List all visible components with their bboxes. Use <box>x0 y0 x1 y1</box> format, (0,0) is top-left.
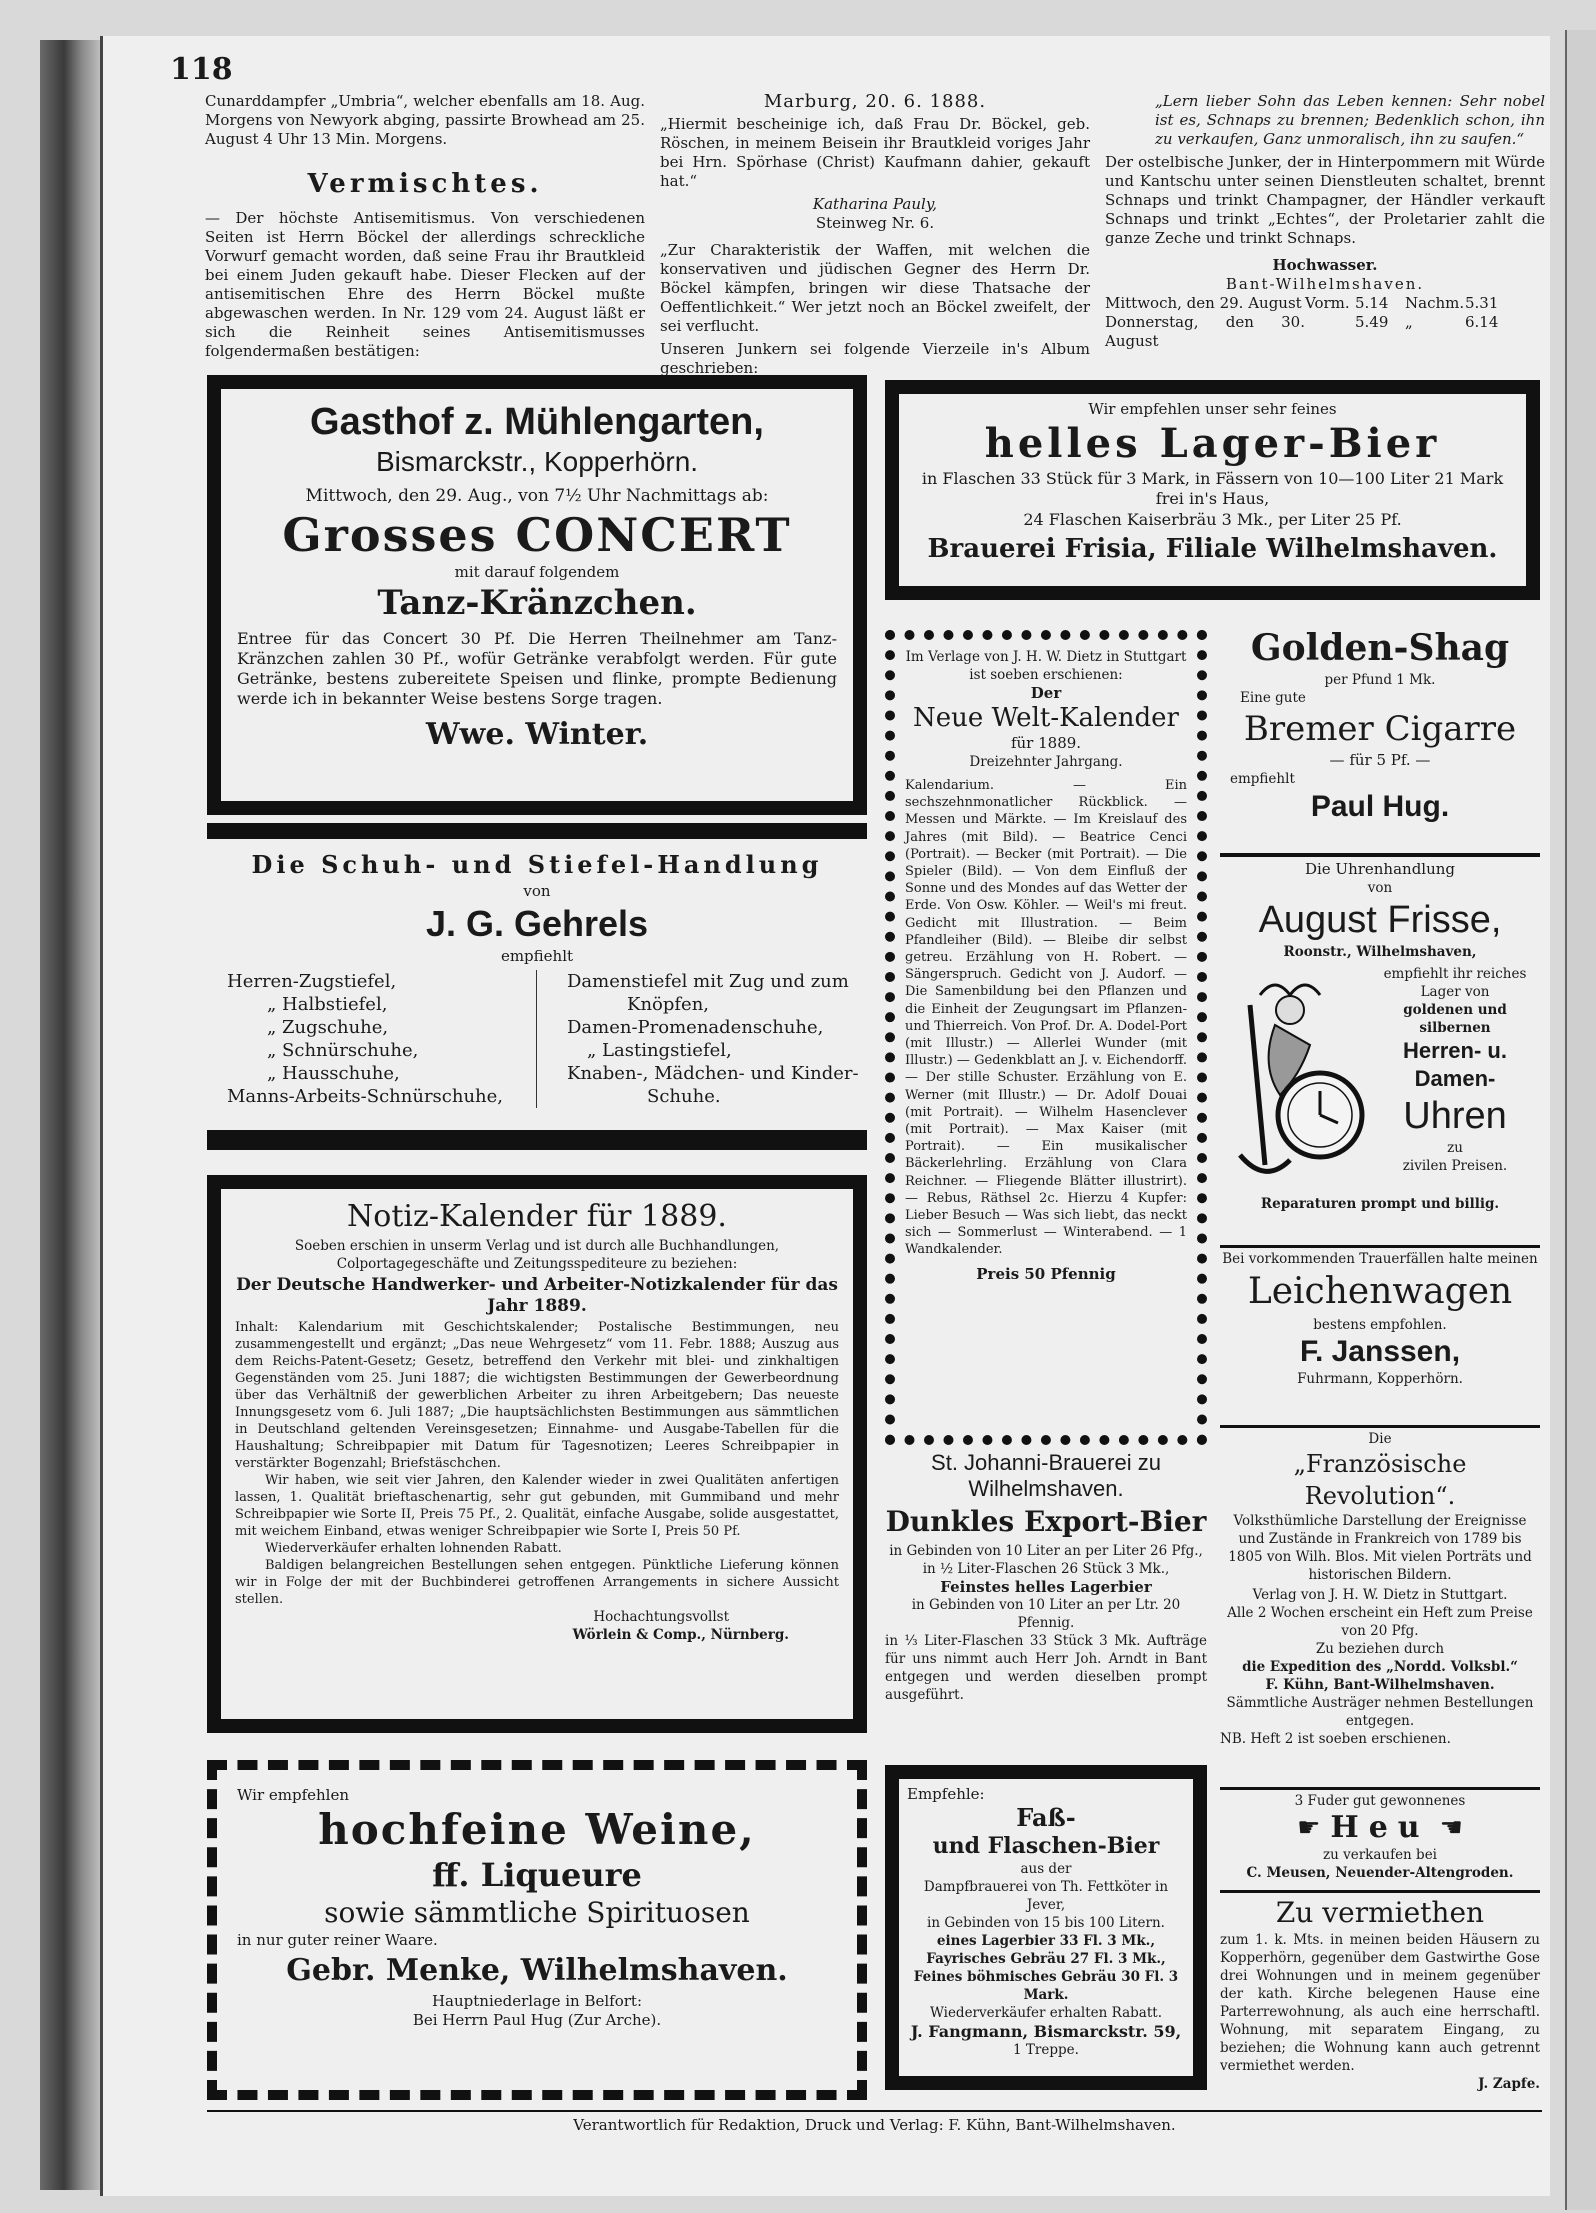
fangmann-h2: und Flaschen-Bier <box>932 1833 1160 1859</box>
kalender-intro: Im Verlage von J. H. W. Dietz in Stuttgart ist soeben erschienen: <box>905 649 1187 683</box>
uhren-name: August Frisse, <box>1258 899 1502 941</box>
heu-lead: 3 Fuder gut gewonnenes <box>1294 1793 1466 1809</box>
article-body-2: „Zur Charakteristik der Waffen, mit welchen die konservativen und jüdischen Gegner des Herrn Dr. Böckel kämpfen, bringen wir diese Thatsache der Oeffentlichkeit.“ Wer jetzt noch an Böckel zweifelt, der sei verflucht. <box>660 241 1090 335</box>
separator-rule <box>1220 853 1540 857</box>
list-item: „ Hausschuhe, <box>267 1063 400 1084</box>
lager-body-2: 24 Flaschen Kaiserbräu 3 Mk., per Liter 25 Pf. <box>1023 510 1402 529</box>
list-item: Schuhe. <box>647 1086 721 1107</box>
notiz-sign: Wörlein & Comp., Nürnberg. <box>572 1627 789 1643</box>
schuh-name: J. G. Gehrels <box>425 903 649 944</box>
article-col-2 <box>660 92 1090 378</box>
kalender-jahrgang: Dreizehnter Jahrgang. <box>969 754 1123 770</box>
gasthof-sign: Wwe. Winter. <box>425 717 649 752</box>
cigar-headline: Bremer Cigarre <box>1243 709 1517 749</box>
lager-headline: helles Lager-Bier <box>984 420 1441 467</box>
weine-spirituosen: sowie sämmtliche Spirituosen <box>324 1896 750 1929</box>
ad-shag <box>1220 625 1540 826</box>
article-body: — Der höchste Antisemitismus. Von verschiedenen Seiten ist Herrn Böckel der allerdings schreckliche Vorwurf gemacht worden, daß seine Frau ihr Brautkleid bei einem Juden gekauft habe. Dieser Flecken auf der antisemitischen Ehre des Herrn Böckel mußte abgewaschen werden. In Nr. 129 vom 24. August läßt er sich die Reinheit seines Antisemitismusses folgendermaßen bestätigen: <box>205 209 645 360</box>
vermiethen-sign: J. Zapfe. <box>1478 2076 1540 2092</box>
johanni-bold: Feinstes helles Lagerbier <box>940 1578 1152 1596</box>
letter-signature: Katharina Pauly, <box>812 195 938 213</box>
kalender-year: für 1889. <box>1010 734 1082 752</box>
uhren-addr: Roonstr., Wilhelmshaven, <box>1283 944 1477 960</box>
uhren-h1: Herren- u. <box>1403 1038 1507 1063</box>
article-outro: Unseren Junkern sei folgende Vierzeile in's Album geschrieben: <box>660 340 1090 377</box>
revolution-body-2: Alle 2 Wochen erscheint ein Heft zum Preise von 20 Pfg. <box>1227 1605 1533 1639</box>
imprint-footer: Verantwortlich für Redaktion, Druck und Verlag: F. Kühn, Bant-Wilhelmshaven. <box>573 2116 1176 2134</box>
uhren-gold: goldenen und silbernen <box>1403 1002 1507 1036</box>
tide-place: Bant-Wilhelmshaven. <box>1225 275 1425 293</box>
tide-heading: Hochwasser. <box>1272 256 1378 274</box>
leichen-lead: Bei vorkommenden Trauerfällen halte meinen <box>1222 1251 1538 1267</box>
notiz-body-1: Inhalt: Kalendarium mit Geschichtskalender; Postalische Bestimmungen, neu zusammengestellt und ergänzt; „Das neue Wehrgesetz“ vom 11. Febr. 1888; Auszug aus dem Reichs-Patent-Gesetz; Gesetz, betreffend den Verkehr mit blei- und zinkhaltigen Gegenständen vom 25. Juni 1887; die wichtigsten Bestimmungen der Gewerbeordnung über das Verhältniß der gewerblichen Arbeiter zu ihren Arbeitgebern; Das neueste Innungsgesetz vom 6. Juli 1887; „Die hauptsächlichsten Bestimmungen aus sämmtlichen in Deutschland geltenden Vereinsgesetzen; Einnahme- und Ausgabe-Tabellen für die Haushaltung; Schreibpapier mit Datum für Tagesnotizen; Leeres Schreibpapier in verstärkter Bogenzahl; Briefstäschchen. <box>235 1320 839 1471</box>
weine-sign: Gebr. Menke, Wilhelmshaven. <box>286 1953 788 1988</box>
schuh-von: von <box>523 882 551 900</box>
johanni-body-1: in Gebinden von 10 Liter an per Liter 26 Pfg., in ½ Liter-Flaschen 26 Stück 3 Mk., <box>889 1543 1203 1577</box>
heu-sign: C. Meusen, Neuender-Altengroden. <box>1246 1865 1514 1881</box>
shag-empf: empfiehlt <box>1230 771 1295 787</box>
shag-sign: Paul Hug. <box>1310 790 1450 823</box>
fangmann-floor: 1 Treppe. <box>1013 2042 1079 2058</box>
article-body-3: Der ostelbische Junker, der in Hinterpommern mit Würde und Kantschu unter seinen Dienstleuten schaltet, brennt Schnaps und trinkt Champagner, der Händler verkauft Schnaps und trinkt „Echtes“, der Proletarier zahlt die ganze Zeche und trinkt Schnaps. <box>1105 153 1545 247</box>
page-number: 118 <box>170 52 233 87</box>
weine-quality: in nur guter reiner Waare. <box>237 1931 438 1949</box>
ad-schuh <box>207 848 867 1118</box>
revolution-body: Volksthümliche Darstellung der Ereignisse und Zustände in Frankreich von 1789 bis 1805 von Wilh. Blos. Mit vielen Porträts und historischen Bildern. <box>1228 1513 1532 1583</box>
separator-rule <box>207 1130 867 1150</box>
fangmann-brewery: Dampfbrauerei von Th. Fettköter in Jever, <box>923 1879 1169 1913</box>
kalender-der: Der <box>1030 684 1062 702</box>
shag-per: per Pfund 1 Mk. <box>1324 672 1436 688</box>
fangmann-line: Wiederverkäufer erhalten Rabatt. <box>929 2005 1162 2021</box>
uhren-lead: Die Uhrenhandlung <box>1304 860 1456 878</box>
revolution-nb: NB. Heft 2 ist soeben erschienen. <box>1220 1731 1451 1747</box>
weine-headline: hochfeine Weine, <box>318 1805 756 1854</box>
dateline: Marburg, 20. 6. 1888. <box>763 91 987 112</box>
leichen-job: Fuhrmann, Kopperhörn. <box>1297 1371 1463 1387</box>
ad-notiz-kalender <box>207 1175 867 1733</box>
gasthof-body: Entree für das Concert 30 Pf. Die Herren Theilnehmer am Tanz-Kränzchen zahlen 30 Pf., wofür Getränke verabfolgt werden. Für gute Getränke, bestens zubereitete Speisen und flinke, prompte Bedienung werde ich in bekannter Weise bestens Sorge tragen. <box>237 629 837 708</box>
johanni-body-2: in Gebinden von 10 Liter an per Ltr. 20 Pfennig. <box>911 1597 1181 1631</box>
list-item: Damen-Promenadenschuhe, <box>567 1017 824 1038</box>
fangmann-line: Fayrisches Gebräu 27 Fl. 3 Mk., <box>926 1951 1166 1967</box>
vermiethen-headline: Zu vermiethen <box>1275 1896 1485 1929</box>
ad-johanni-brauerei <box>885 1450 1207 1750</box>
pointing-hand-icon: ☚ <box>1439 1813 1463 1843</box>
separator-rule <box>1220 1245 1540 1248</box>
letter-address: Steinweg Nr. 6. <box>815 214 935 232</box>
ad-gasthof <box>207 375 867 815</box>
list-item: Knöpfen, <box>627 994 710 1015</box>
ad-fangmann <box>885 1765 1207 2090</box>
heu-headline: Heu <box>1330 1810 1430 1845</box>
revolution-title: „Französische Revolution“. <box>1293 1450 1467 1510</box>
gasthof-date: Mittwoch, den 29. Aug., von 7½ Uhr Nachmittags ab: <box>305 486 769 506</box>
article-col-3 <box>1105 92 1545 351</box>
poem: „Lern lieber Sohn das Leben kennen: Sehr nobel ist es, Schnaps zu brennen; Bedenklich schon, ihn zu verkaufen, Ganz unmoralisch, ihn zu saufen.“ <box>1155 92 1545 148</box>
kalender-title: Neue Welt-Kalender <box>913 703 1179 733</box>
ad-leichenwagen <box>1220 1250 1540 1388</box>
vermiethen-body: zum 1. k. Mts. in meinen beiden Häusern zu Kopperhörn, gegenüber dem Gastwirthe Gose drei Wohnungen und in meinem gegenüber der kath. Kirche belegenen Hause eine Parterrewohnung, als auch eine herrschaftl. Wohnung, mit separatem Eingang, zu beziehen; die Wohnung kann auch getrennt vermiethet werden. <box>1220 1932 1540 2074</box>
weine-depot-2: Bei Herrn Paul Hug (Zur Arche). <box>412 2011 662 2029</box>
lager-body: in Flaschen 33 Stück für 3 Mark, in Fässern von 10—100 Liter 21 Mark frei in's Haus, <box>921 469 1504 508</box>
uhren-h3: Uhren <box>1403 1095 1507 1137</box>
gasthof-name: Gasthof z. Mühlengarten, <box>310 401 764 443</box>
uhren-repair: Reparaturen prompt und billig. <box>1260 1196 1500 1212</box>
revolution-kuehn: F. Kühn, Bant-Wilhelmshaven. <box>1265 1677 1495 1693</box>
list-item: „ Schnürschuhe, <box>267 1040 419 1061</box>
list-item: „ Halbstiefel, <box>267 994 388 1015</box>
book-binding <box>40 40 100 2190</box>
lager-sign: Brauerei Frisia, Filiale Wilhelmshaven. <box>927 534 1498 564</box>
notiz-body-2: Wir haben, wie seit vier Jahren, den Kalender wieder in zwei Qualitäten anfertigen lassen, 1. Qualität brieftaschenartig, sehr gut gebunden, mit Gummiband und mehr Schreibpapier wie Sorte II, Preis 75 Pf., 2. Qualität, einfache Ausgabe, solide ausgestattet, mit weichem Einband, etwas weniger Schreibpapier wie Sorte I, Preis 50 Pf. <box>235 1473 839 1539</box>
uhren-zu: zu <box>1447 1140 1463 1156</box>
notiz-title: Notiz-Kalender für 1889. <box>347 1199 727 1234</box>
weine-lead: Wir empfehlen <box>237 1786 350 1804</box>
tide-row: Mittwoch, den 29. August Vorm. 5.14 Nachm. 5.31 <box>1105 294 1499 312</box>
uhren-von: von <box>1367 880 1393 896</box>
ad-heu <box>1220 1792 1540 1882</box>
revolution-verlag: Verlag von J. H. W. Dietz in Stuttgart. <box>1252 1587 1508 1603</box>
johanni-body-3: in ⅓ Liter-Flaschen 33 Stück 3 Mk. Aufträge für uns nimmt auch Herr Joh. Arndt in Bant entgegen und werden dieselben prompt ausgeführt. <box>885 1633 1207 1703</box>
footer-rule <box>207 2110 1542 2112</box>
fangmann-line: in Gebinden von 15 bis 100 Litern. <box>927 1915 1165 1931</box>
section-heading: Vermischtes. <box>307 169 543 199</box>
uhren-h2: Damen- <box>1414 1066 1496 1091</box>
tide-row: Donnerstag, den 30. August 5.49 „ 6.14 <box>1105 313 1499 350</box>
revolution-body-3: Sämmtliche Austräger nehmen Bestellungen entgegen. <box>1226 1695 1534 1729</box>
separator-rule <box>1220 1425 1540 1428</box>
page-edge <box>1565 30 1596 2210</box>
gasthof-sub: mit darauf folgendem <box>454 563 620 581</box>
concert-headline: Grosses CONCERT <box>282 508 792 562</box>
heu-sell: zu verkaufen bei <box>1322 1847 1437 1863</box>
separator-rule <box>1220 1890 1540 1893</box>
article-col-1 <box>205 92 645 361</box>
schuh-list-right <box>537 970 867 1108</box>
uhren-prices: zivilen Preisen. <box>1402 1158 1508 1174</box>
list-item: Herren-Zugstiefel, <box>227 971 397 992</box>
notiz-body-3: Wiederverkäufer erhalten lohnenden Rabatt. <box>265 1541 562 1556</box>
uhren-content <box>1220 965 1540 1195</box>
schuh-list-left <box>207 970 537 1108</box>
fangmann-line: Feines böhmisches Gebräu 30 Fl. 3 Mark. <box>913 1969 1179 2003</box>
fangmann-lead: Empfehle: <box>907 1785 985 1803</box>
cigar-price: — für 5 Pf. — <box>1329 751 1431 769</box>
schuh-list <box>207 970 867 1108</box>
separator-rule <box>1220 1787 1540 1790</box>
fangmann-h1: Faß- <box>1016 1803 1076 1832</box>
separator-rule <box>207 823 867 839</box>
list-item: Manns-Arbeits-Schnürschuhe, <box>227 1086 504 1107</box>
notiz-intro: Soeben erschien in unserm Verlag und ist durch alle Buchhandlungen, Colportagegeschäfte und Zeitungsspediteure zu beziehen: <box>294 1238 780 1272</box>
fangmann-line: eines Lagerbier 33 Fl. 3 Mk., <box>936 1933 1156 1949</box>
notiz-body-4: Baldigen belangreichen Bestellungen sehen entgegen. Pünktliche Lieferung können wir in Folge der mit der Buchbinderei getroffenen Arrangements in sichere Aussicht stellen. <box>235 1558 839 1607</box>
weine-liqueure: ff. Liqueure <box>432 1856 642 1894</box>
notiz-greet: Hochachtungsvollst <box>593 1609 729 1625</box>
leichen-sign: F. Janssen, <box>1299 1335 1461 1368</box>
ad-uhren <box>1220 860 1540 1240</box>
gasthof-address: Bismarckstr., Kopperhörn. <box>375 446 699 477</box>
pointing-hand-icon: ☛ <box>1297 1813 1321 1843</box>
leichen-empf: bestens empfohlen. <box>1313 1317 1447 1333</box>
ad-lager-bier <box>885 380 1540 600</box>
heu-row <box>1220 1810 1540 1846</box>
johanni-headline: Dunkles Export-Bier <box>885 1505 1207 1538</box>
list-item: „ Lastingstiefel, <box>587 1040 732 1061</box>
letter-quote: „Hiermit bescheinige ich, daß Frau Dr. Böckel, geb. Röschen, in meinem Beisein ihr Brautkleid voriges Jahr bei Hrn. Spörhase (Christ) Kaufmann dahier, gekauft hat.“ <box>660 115 1090 190</box>
schuh-title: Die Schuh- und Stiefel-Handlung <box>251 850 823 879</box>
fangmann-from: aus der <box>1020 1861 1072 1877</box>
kalender-price: Preis 50 Pfennig <box>976 1264 1116 1283</box>
schuh-empfiehlt: empfiehlt <box>500 947 574 965</box>
revolution-zu: Zu beziehen durch <box>1315 1641 1445 1657</box>
ad-revolution <box>1220 1430 1540 1748</box>
leichen-headline: Leichenwagen <box>1247 1271 1513 1312</box>
kalender-contents: Kalendarium. — Ein sechszehnmonatlicher Rückblick. — Messen und Märkte. — Im Kreislauf des Jahres (mit Bild). — Beatrice Cenci (Portrait). — Becker (mit Portrait). — Die Spieler (Bild). — Von dem Einfluß der Sonne und des Mondes auf das Wetter der Erde. Von Osw. Köhler. — Weil's mi freut. Gedicht mit Illustration. — Beim Pfandleiher (Bild). — Bleibe dir selbst getreu. Erzählung von H. Robert. — Sängerspruch. Gedicht von J. Audorf. — Die Samenbildung bei den Pflanzen und die Einheit der Zeugungsart im Pflanzen- und Thierreich. Von Prof. Dr. A. Dodel-Port (mit Illustr.) — Allerlei Wunder (mit Illustr.) — Gedenkblatt an J. v. Eichendorff. — Der stille Schuster. Erzählung von E. Werner (mit Illustr.) — Dr. Adolf Douai (mit Portrait). — Wilhelm Hasenclever (mit Portrait). — Max Kaiser (mit Portrait). — Ein musikalischer Bäckerlehrling. Erzählung von Clara Reichner. — Fliegende Blätter illustrirt). — Rebus, Räthsel 2c. Hierzu 4 Kupfer: Lieber Besuch — Was sich liebt, das neckt sich — Sommerlust — Winterabend. — 1 Wandkalender. <box>905 778 1187 1258</box>
shag-headline: Golden-Shag <box>1250 627 1510 669</box>
shag-eine: Eine gute <box>1240 690 1306 706</box>
list-item: Knaben-, Mädchen- und Kinder- <box>567 1063 859 1084</box>
clock-illustration <box>1220 965 1370 1195</box>
ad-vermiethen <box>1220 1895 1540 2093</box>
revolution-exp: die Expedition des „Nordd. Volksbl.“ <box>1242 1659 1518 1675</box>
dance-headline: Tanz-Kränzchen. <box>377 583 697 623</box>
uhren-text <box>1370 965 1540 1195</box>
notiz-book: Der Deutsche Handwerker- und Arbeiter-Notizkalender für das Jahr 1889. <box>236 1275 838 1316</box>
johanni-title: St. Johanni-Brauerei zu Wilhelmshaven. <box>931 1450 1161 1501</box>
ad-welt-kalender <box>885 630 1207 1445</box>
shipping-note: Cunarddampfer „Umbria“, welcher ebenfalls am 18. Aug. Morgens von Newyork abging, passirte Browhead am 25. August 4 Uhr 13 Min. Morgens. <box>205 92 645 148</box>
fangmann-sign: J. Fangmann, Bismarckstr. 59, <box>910 2022 1182 2041</box>
lager-lead: Wir empfehlen unser sehr feines <box>1088 400 1337 418</box>
uhren-body: empfiehlt ihr reiches Lager von <box>1383 966 1527 1000</box>
list-item: Damenstiefel mit Zug und zum <box>567 971 849 992</box>
ad-weine <box>207 1760 867 2100</box>
tide-table <box>1105 294 1545 351</box>
revolution-die: Die <box>1368 1431 1392 1447</box>
list-item: „ Zugschuhe, <box>267 1017 389 1038</box>
clock-icon <box>1220 965 1370 1195</box>
weine-depot: Hauptniederlage in Belfort: <box>431 1992 643 2010</box>
